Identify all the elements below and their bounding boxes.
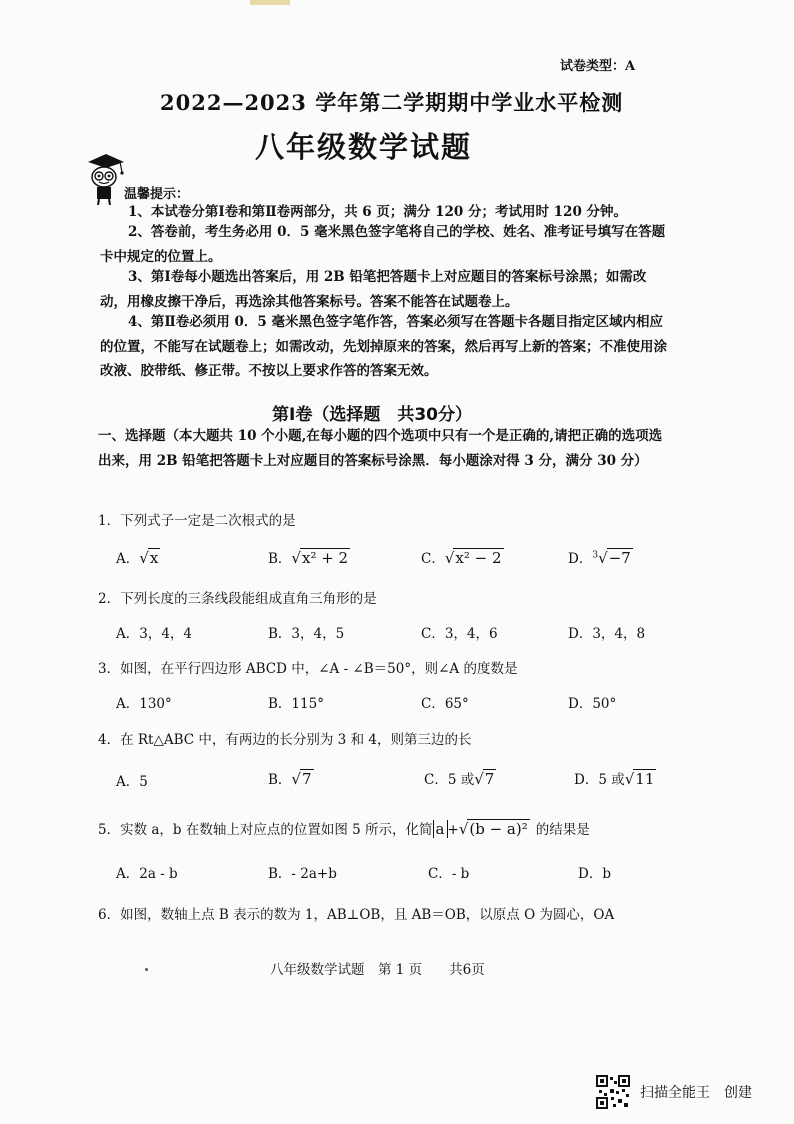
- tip-note-1: 1、本试卷分第Ⅰ卷和第Ⅱ卷两部分，共 6 页；满分 120 分；考试用时 120 分钟。: [128, 204, 628, 220]
- q1-option-d: D．$^3$√−7: [568, 549, 631, 567]
- q3-option-d: D．50°: [568, 696, 617, 712]
- abs-a: a: [433, 820, 448, 838]
- paper-type: 试卷类型：A: [560, 59, 636, 74]
- q5-option-a: A．2a - b: [116, 866, 178, 882]
- tips-heading: 温馨提示：: [124, 187, 190, 202]
- tip-note-3: 3、第Ⅰ卷每小题选出答案后，用 2B 铅笔把答题卡上对应题目的答案标号涂黑；如需改动，用橡皮擦干净后，再选涂其他答案标号。答案不能答在试题卷上。: [100, 269, 647, 310]
- q5-option-d: D．b: [578, 866, 611, 882]
- question-2-stem: 2．下列长度的三条线段能组成直角三角形的是: [98, 591, 377, 607]
- q2-option-a: A．3，4，4: [116, 626, 193, 642]
- tip-note-2: 2、答卷前，考生务必用 0．5 毫米黑色签字笔将自己的学校、姓名、准考证号填写在答题卡中规定的位置上。: [100, 224, 666, 265]
- q4-option-d: D．5 或√11: [574, 770, 655, 788]
- graduate-mascot-icon: [84, 150, 126, 206]
- q2-option-c: C．3，4，6: [421, 626, 498, 642]
- question-6-stem: 6．如图，数轴上点 B 表示的数为 1，AB⊥OB，且 AB＝OB，以原点 O 为圆心，OA: [98, 907, 615, 923]
- exam-title-main: 八年级数学试题: [255, 130, 473, 164]
- question-4-stem: 4．在 Rt△ABC 中，有两边的长分别为 3 和 4，则第三边的长: [98, 732, 472, 748]
- page-footer: 八年级数学试题 第 1 页 共6页: [270, 962, 485, 978]
- top-edge-mark: [250, 0, 290, 5]
- qr-code-icon: [596, 1075, 630, 1109]
- q4-option-b: B．√7: [268, 770, 312, 788]
- scanner-watermark: 扫描全能王 创建: [640, 1085, 752, 1101]
- question-5-stem: 5．实数 a，b 在数轴上对应点的位置如图 5 所示，化简 a +√(b − a)² 的结果是: [98, 820, 590, 838]
- section-intro: 一、选择题（本大题共 10 个小题,在每小题的四个选项中只有一个是正确的,请把正确的选项选出来，用 2B 铅笔把答题卡上对应题目的答案标号涂黑．每小题涂对得 3 分，满分 30 分）: [98, 428, 663, 469]
- scan-speck: [145, 968, 148, 971]
- q1-option-a: A．√x: [116, 549, 159, 567]
- q3-option-b: B．115°: [268, 696, 324, 712]
- q2-option-b: B．3，4，5: [268, 626, 345, 642]
- section-title: 第Ⅰ卷（选择题 共30分）: [272, 405, 472, 425]
- q1-option-c: C．√x² − 2: [421, 549, 502, 567]
- question-1-stem: 1．下列式子一定是二次根式的是: [98, 513, 296, 529]
- question-3-stem: 3．如图，在平行四边形 ABCD 中，∠A - ∠B＝50°，则∠A 的度数是: [98, 661, 518, 677]
- q5-option-b: B．- 2a+b: [268, 866, 337, 882]
- q3-option-a: A．130°: [116, 696, 172, 712]
- q4-option-c: C．5 或√7: [424, 770, 495, 788]
- q2-option-d: D．3，4，8: [568, 626, 646, 642]
- q1-option-b: B．√x² + 2: [268, 549, 349, 567]
- exam-title-line1: 2022—2023 学年第二学期期中学业水平检测: [160, 90, 624, 115]
- tip-note-4: 4、第Ⅱ卷必须用 0．5 毫米黑色签字笔作答，答案必须写在答题卡各题目指定区域内相应的位置，不能写在试题卷上；如需改动，先划掉原来的答案，然后再写上新的答案；不准使用涂改液、胶带纸、修正带。不按以上要求作答的答案无效。: [100, 314, 667, 379]
- q3-option-c: C．65°: [421, 696, 469, 712]
- q5-option-c: C．- b: [428, 866, 470, 882]
- q4-option-a: A．5: [116, 774, 148, 790]
